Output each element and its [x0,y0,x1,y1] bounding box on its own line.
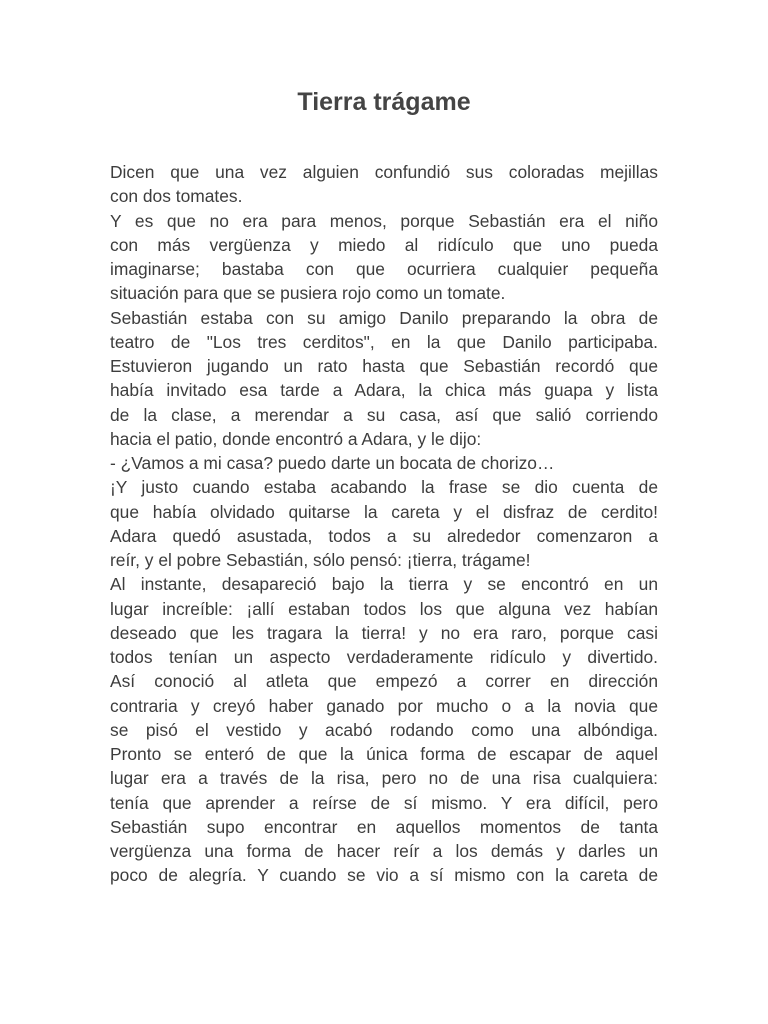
body-line: Estuvieron jugando un rato hasta que Sebastián recordó que [110,356,658,376]
body-line: que había olvidado quitarse la careta y el disfraz de cerdito! [110,501,658,522]
body-line: imaginarse; bastaba con que ocurriera cualquier pequeña [110,259,658,279]
body-line: con más vergüenza y miedo al ridículo que uno pueda [110,234,658,255]
body-line: tenía que aprender a reírse de sí mismo. Y era difícil, pero [110,792,658,813]
body-line: Sebastián estaba con su amigo Danilo preparando la obra de [110,307,658,328]
body-line: todos tenían un aspecto verdaderamente ridículo y divertido. [110,647,658,667]
body-line: Adara quedó asustada, todos a su alrededor comenzaron a [110,525,658,546]
body-line: lugar era a través de la risa, pero no de una risa cualquiera: [110,768,658,789]
body-line: teatro de "Los tres cerditos", en la que Danilo participaba. [110,331,658,352]
document-title: Tierra trágame [297,88,471,116]
document-body [110,160,658,920]
body-line: había invitado esa tarde a Adara, la chica más guapa y lista [110,380,658,401]
body-line: hacia el patio, donde encontró a Adara, y le dijo: [110,428,482,449]
body-line: Pronto se enteró de que la única forma de escapar de aquel [110,744,658,764]
body-line: vergüenza una forma de hacer reír a los demás y darles un [110,841,658,861]
body-line: de la clase, a merendar a su casa, así que salió corriendo [110,404,658,425]
body-line: situación para que se pusiera rojo como un tomate. [110,283,506,304]
body-line: Al instante, desapareció bajo la tierra y se encontró en un [110,574,658,595]
body-line: Sebastián supo encontrar en aquellos momentos de tanta [110,816,658,837]
body-line: - ¿Vamos a mi casa? puedo darte un bocata de chorizo… [110,453,555,473]
body-line: poco de alegría. Y cuando se vio a sí mismo con la careta de [110,865,658,886]
body-line: contraria y creyó haber ganado por mucho o a la novia que [110,695,658,716]
body-line: Y es que no era para menos, porque Sebastián era el niño [110,210,658,231]
body-line: reír, y el pobre Sebastián, sólo pensó: ¡tierra, trágame! [110,550,531,570]
body-line: Así conoció al atleta que empezó a correr en dirección [110,671,658,692]
body-line: ¡Y justo cuando estaba acabando la frase se dio cuenta de [110,477,658,498]
body-line: se pisó el vestido y acabó rodando como una albóndiga. [110,719,658,740]
body-line: deseado que les tragara la tierra! y no era raro, porque casi [110,622,658,643]
body-line: Dicen que una vez alguien confundió sus coloradas mejillas [110,162,658,182]
body-line: lugar increíble: ¡allí estaban todos los que alguna vez habían [110,598,658,619]
body-line: con dos tomates. [110,186,243,207]
